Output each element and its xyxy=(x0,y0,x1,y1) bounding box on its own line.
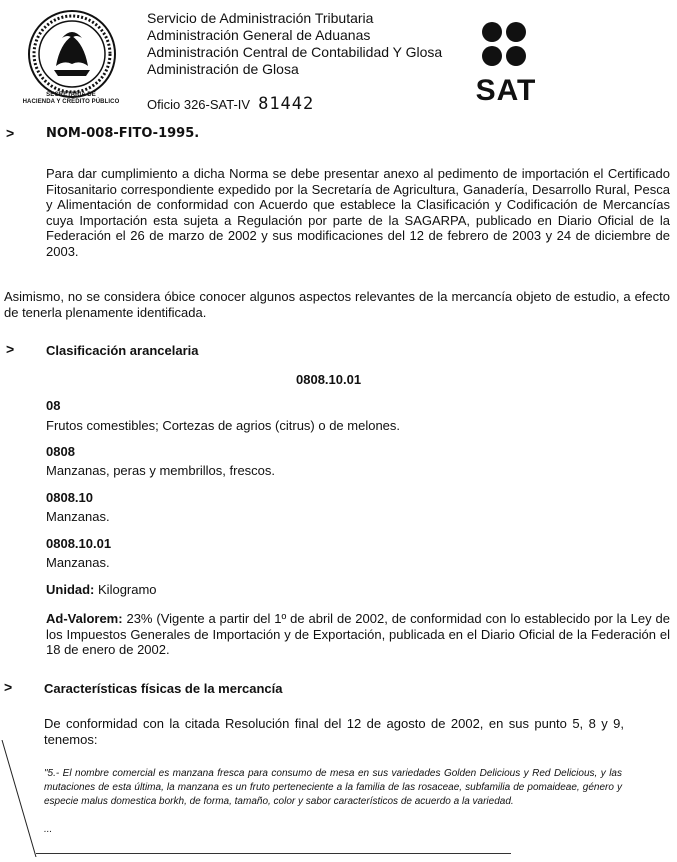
unidad-value: Kilogramo xyxy=(98,582,157,597)
oficio-label: Oficio 326-SAT-IV xyxy=(147,97,251,112)
resolution-quote: "5.- El nombre comercial es manzana fresca para consumo de mesa en sus variedades Golden Delicious y Red Delicious, y las mutaciones de esta última, la manzana es un fruto perteneciente a la familia de las rosaceae, subfamilia de pomaideae, género y especie malus domestica borkh, de forma, tamaño, color y sabor característicos de acuerdo a la variedad. xyxy=(44,768,622,807)
sat-logo-text: SAT xyxy=(475,74,537,107)
advalorem-paragraph xyxy=(46,611,670,658)
header-line-2: Administración General de Aduanas xyxy=(147,27,371,43)
footer-rule xyxy=(36,853,511,854)
entry-desc: Frutos comestibles; Cortezas de agrios (citrus) o de melones. xyxy=(46,418,401,433)
seal-caption xyxy=(6,92,136,106)
entry-code: 08 xyxy=(46,398,61,413)
entry-code: 0808.10 xyxy=(46,490,93,505)
advalorem-text: 23% (Vigente a partir del 1º de abril de 2002, de conformidad con lo establecido por la Ley de los Impuestos Generales de Importación y de Exportación, publicada en el Diario Oficial de la Federación el 18 de enero de 2002. xyxy=(46,611,670,658)
seal-caption-line-1: SECRETARIA DE xyxy=(46,92,96,98)
shcp-seal-icon xyxy=(26,8,118,100)
entry-desc: Manzanas. xyxy=(46,555,110,570)
nom-paragraph: Para dar cumplimiento a dicha Norma se debe presentar anexo al pedimento de importación el Certificado Fitosanitario correspondiente expedido por la Secretaría de Agricultura, Ganadería, Desarrollo Rural, Pesca y Alimentación de conformidad con Acuerdo que establece la Clasificación y Codificación de Mercancías cuya Importación esta sujeta a Regulación por parte de la SAGARPA, publicado en Diario Oficial de la Federación el 26 de marzo de 2002 y sus modificaciones del 12 de febrero de 2003 y 24 de diciembre de 2003. xyxy=(46,166,670,259)
bullet-icon: > xyxy=(6,341,15,357)
sat-logo xyxy=(456,20,556,110)
bullet-icon: > xyxy=(4,679,13,695)
unidad-label: Unidad: xyxy=(46,582,95,597)
asimismo-paragraph: Asimismo, no se considera óbice conocer algunos aspectos relevantes de la mercancía objeto de estudio, a efecto de tenerla plenamente identificada. xyxy=(4,289,670,320)
oficio-reference xyxy=(147,94,314,114)
caracteristicas-title: Características físicas de la mercancía xyxy=(44,681,283,696)
entry-code: 0808.10.01 xyxy=(46,536,112,551)
quote-ellipsis: ... xyxy=(44,824,53,835)
clasificacion-title: Clasificación arancelaria xyxy=(46,343,199,358)
scan-edge-mark xyxy=(0,740,40,857)
entry-desc: Manzanas, peras y membrillos, frescos. xyxy=(46,463,276,478)
seal-caption-line-2: HACIENDA Y CRÉDITO PÚBLICO xyxy=(22,99,120,105)
header-line-3: Administración Central de Contabilidad Y Glosa xyxy=(147,44,443,60)
nom-title: NOM-008-FITO-1995. xyxy=(46,126,200,141)
advalorem-label: Ad-Valorem: xyxy=(46,611,123,626)
bullet-icon: > xyxy=(6,125,15,141)
caracteristicas-paragraph: De conformidad con la citada Resolución final del 12 de agosto de 2002, en sus punto 5, 8 y 9, tenemos: xyxy=(44,716,624,747)
header-line-1: Servicio de Administración Tributaria xyxy=(147,10,374,26)
unidad-line xyxy=(46,582,157,597)
tariff-code-heading: 0808.10.01 xyxy=(296,372,362,387)
entry-code: 0808 xyxy=(46,444,75,459)
entry-desc: Manzanas. xyxy=(46,509,110,524)
header-line-4: Administración de Glosa xyxy=(147,61,299,77)
oficio-number: 81442 xyxy=(258,94,315,114)
